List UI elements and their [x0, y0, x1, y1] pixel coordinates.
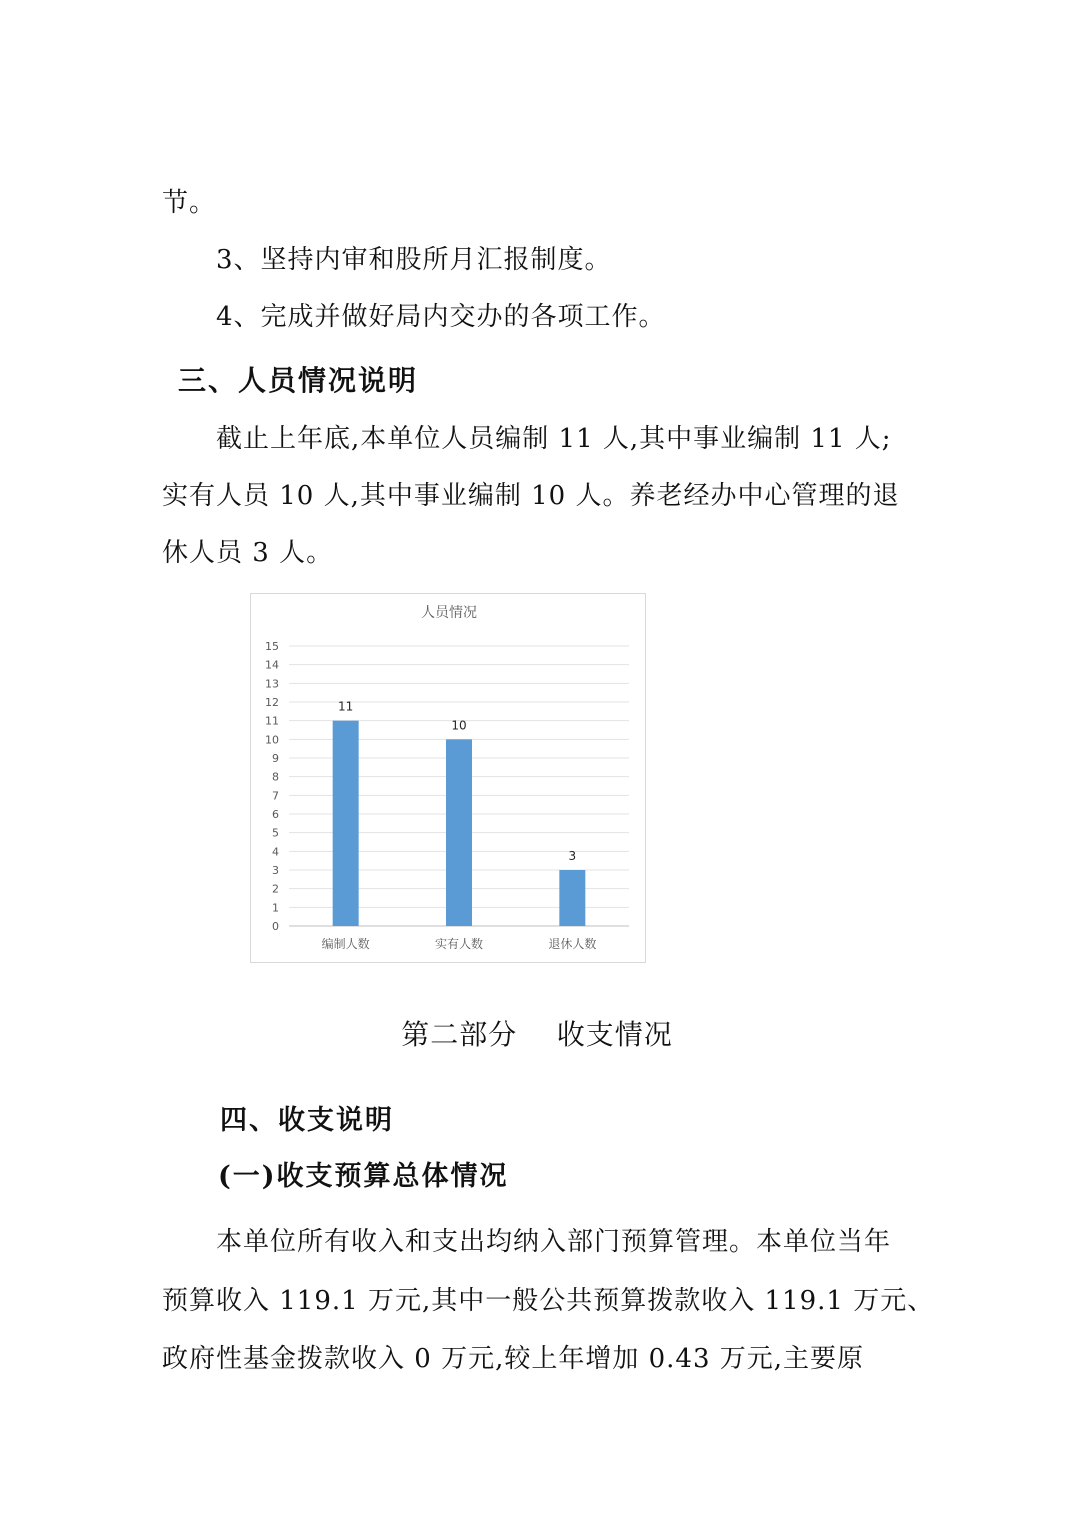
y-tick-label: 3	[272, 864, 279, 877]
subsection-heading-budget: (一)收支预算总体情况	[218, 1161, 509, 1192]
bar-2	[446, 739, 472, 926]
y-tick-label: 15	[265, 640, 279, 653]
y-tick-label: 12	[265, 696, 279, 709]
part-heading: 第二部分 收支情况	[401, 1018, 673, 1051]
y-tick-label: 0	[272, 920, 279, 933]
y-tick-label: 6	[272, 808, 279, 821]
paragraph-line: 实有人员 10 人,其中事业编制 10 人。养老经办中心管理的退	[162, 481, 900, 511]
x-category-label: 退休人数	[548, 937, 597, 951]
chart-title: 人员情况	[421, 605, 477, 621]
y-tick-label: 8	[272, 770, 279, 784]
paragraph-line: 政府性基金拨款收入 0 万元,较上年增加 0.43 万元,主要原	[162, 1344, 865, 1374]
bar-1	[333, 721, 359, 926]
data-label: 10	[451, 718, 467, 733]
y-tick-label: 5	[272, 826, 279, 840]
data-label: 11	[338, 699, 354, 714]
y-tick-label: 10	[265, 733, 279, 747]
x-category-label: 实有人数	[434, 937, 484, 951]
paragraph-line: 本单位所有收入和支出均纳入部门预算管理。本单位当年	[216, 1227, 892, 1257]
data-label: 3	[568, 849, 577, 863]
y-tick-label: 1	[272, 901, 279, 915]
section-heading-income: 四、收支说明	[220, 1105, 394, 1136]
paragraph-line: 预算收入 119.1 万元,其中一般公共预算拨款收入 119.1 万元、	[162, 1286, 935, 1316]
y-tick-label: 9	[272, 752, 279, 765]
y-tick-label: 4	[272, 845, 279, 859]
paragraph-line: 节。	[162, 188, 217, 218]
personnel-chart	[250, 593, 646, 963]
y-tick-label: 11	[265, 714, 279, 728]
section-heading-personnel: 三、人员情况说明	[178, 364, 419, 397]
paragraph-line: 休人员 3 人。	[162, 538, 334, 568]
chart-plot	[251, 594, 647, 964]
x-category-label: 编制人数	[321, 937, 370, 951]
y-tick-label: 13	[265, 677, 279, 691]
y-tick-label: 7	[272, 789, 279, 803]
list-item-3: 3、坚持内审和股所月汇报制度。	[216, 245, 612, 275]
list-item-4: 4、完成并做好局内交办的各项工作。	[216, 302, 666, 332]
y-tick-label: 14	[265, 658, 279, 672]
y-tick-label: 2	[272, 882, 279, 896]
paragraph-line: 截止上年底,本单位人员编制 11 人,其中事业编制 11 人;	[216, 424, 892, 454]
bar-3	[559, 870, 585, 926]
